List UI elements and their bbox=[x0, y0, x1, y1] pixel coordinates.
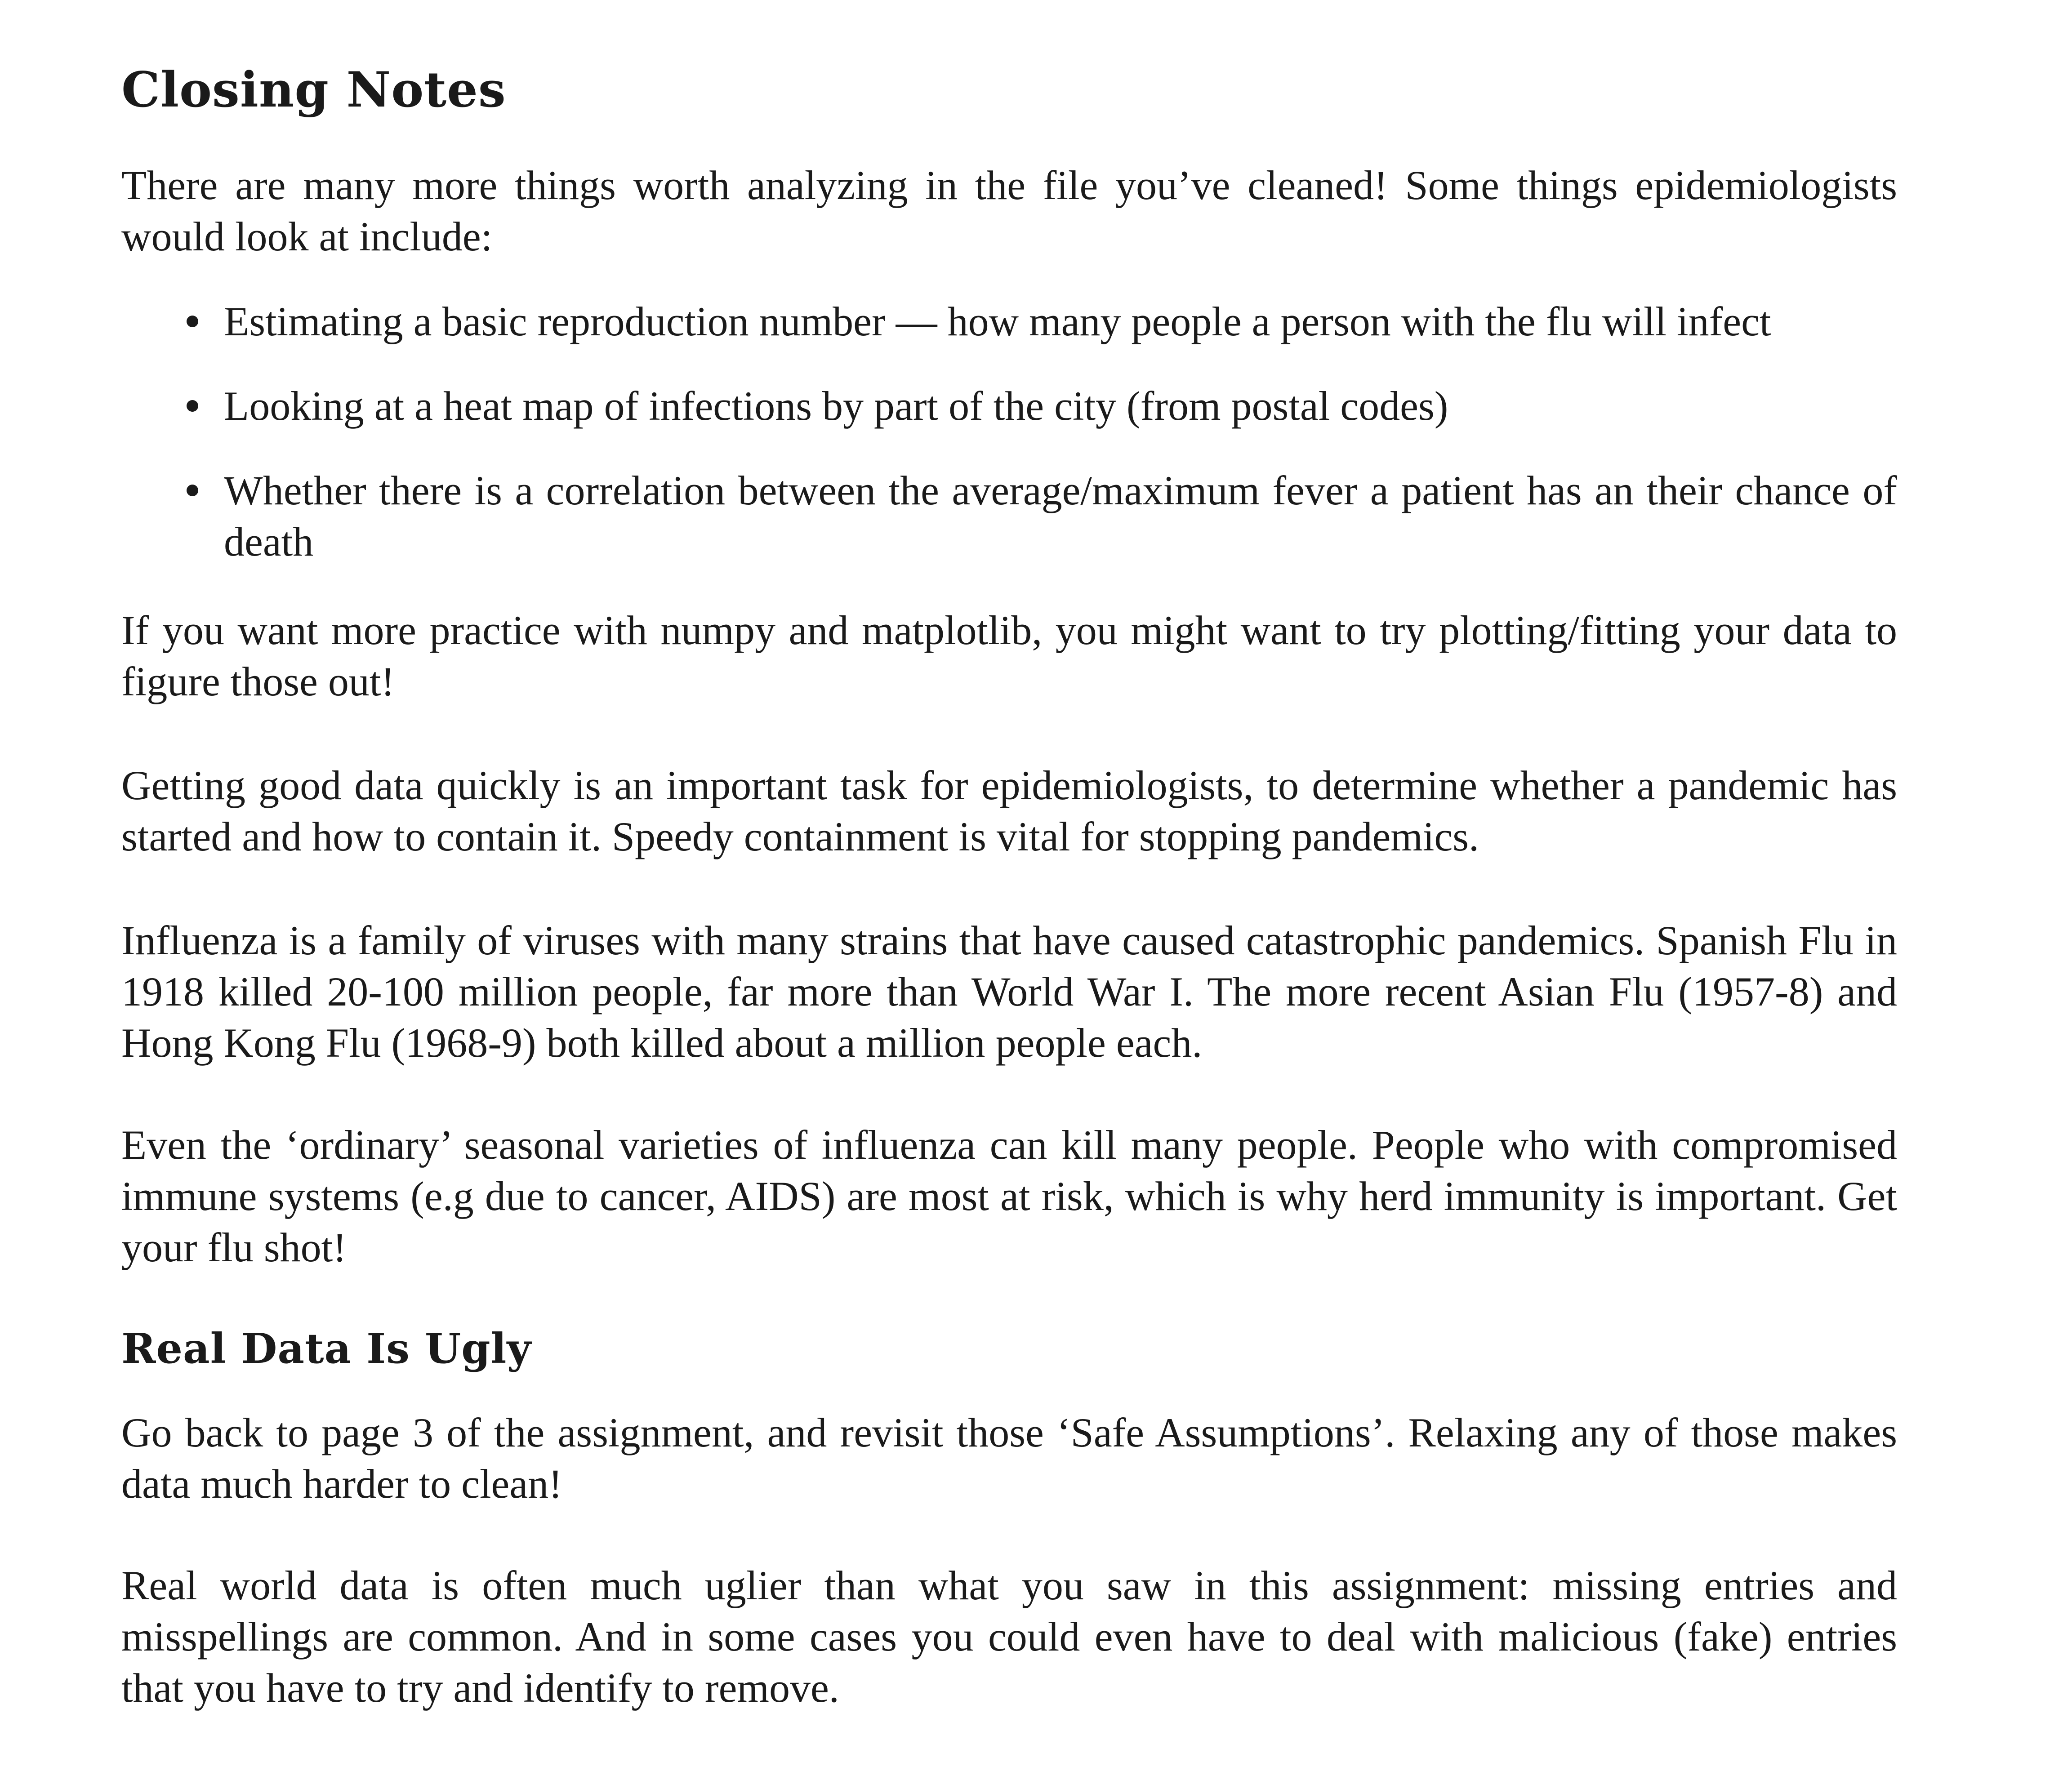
paragraph-seasonal: Even the ‘ordinary’ seasonal varieties of influenza can kill many people. People who with compromised immune systems (e.g due to cancer, AIDS) are most at risk, which is why herd immunity is important. Get your flu shot! bbox=[121, 1122, 1897, 1270]
paragraph-real-world: Real world data is often much uglier than what you saw in this assignment: missing entries and misspellings are common. And in some cases you could even have to deal with malicious (fake) entries that you have to try and identify to remove. bbox=[121, 1562, 1897, 1711]
section-heading-real-data: Real Data Is Ugly bbox=[121, 1324, 531, 1373]
paragraph-intro: There are many more things worth analyzing in the file you’ve cleaned! Some things epidemiologists would look at include: bbox=[121, 162, 1897, 259]
list-item bbox=[121, 380, 1897, 432]
list-item-text: Whether there is a correlation between the average/maximum fever a patient has an their chance of death bbox=[224, 467, 1897, 565]
bullet-icon bbox=[187, 316, 198, 327]
list-item-text: Estimating a basic reproduction number — how many people a person with the flu will infect bbox=[224, 298, 1771, 344]
bullet-icon bbox=[187, 400, 198, 412]
list-item bbox=[121, 296, 1897, 347]
paragraph-good-data: Getting good data quickly is an important task for epidemiologists, to determine whether a pandemic has started and how to contain it. Speedy containment is vital for stopping pandemics. bbox=[121, 762, 1897, 859]
paragraph-practice: If you want more practice with numpy and matplotlib, you might want to try plotting/fitting your data to figure those out! bbox=[121, 607, 1897, 704]
list-item-text: Looking at a heat map of infections by part of the city (from postal codes) bbox=[224, 383, 1448, 429]
paragraph-influenza: Influenza is a family of viruses with many strains that have caused catastrophic pandemics. Spanish Flu in 1918 killed 20-100 million people, far more than World War I. The more recent Asian Flu (1957-8) and Hong Kong Flu (1968-9) both killed about a million people each. bbox=[121, 917, 1897, 1066]
bullet-icon bbox=[187, 485, 198, 496]
paragraph-go-back: Go back to page 3 of the assignment, and revisit those ‘Safe Assumptions’. Relaxing any of those makes data much harder to clean! bbox=[121, 1410, 1897, 1507]
list-item bbox=[121, 465, 1897, 567]
section-heading-closing-notes: Closing Notes bbox=[121, 62, 506, 118]
bullet-list bbox=[121, 296, 1897, 601]
